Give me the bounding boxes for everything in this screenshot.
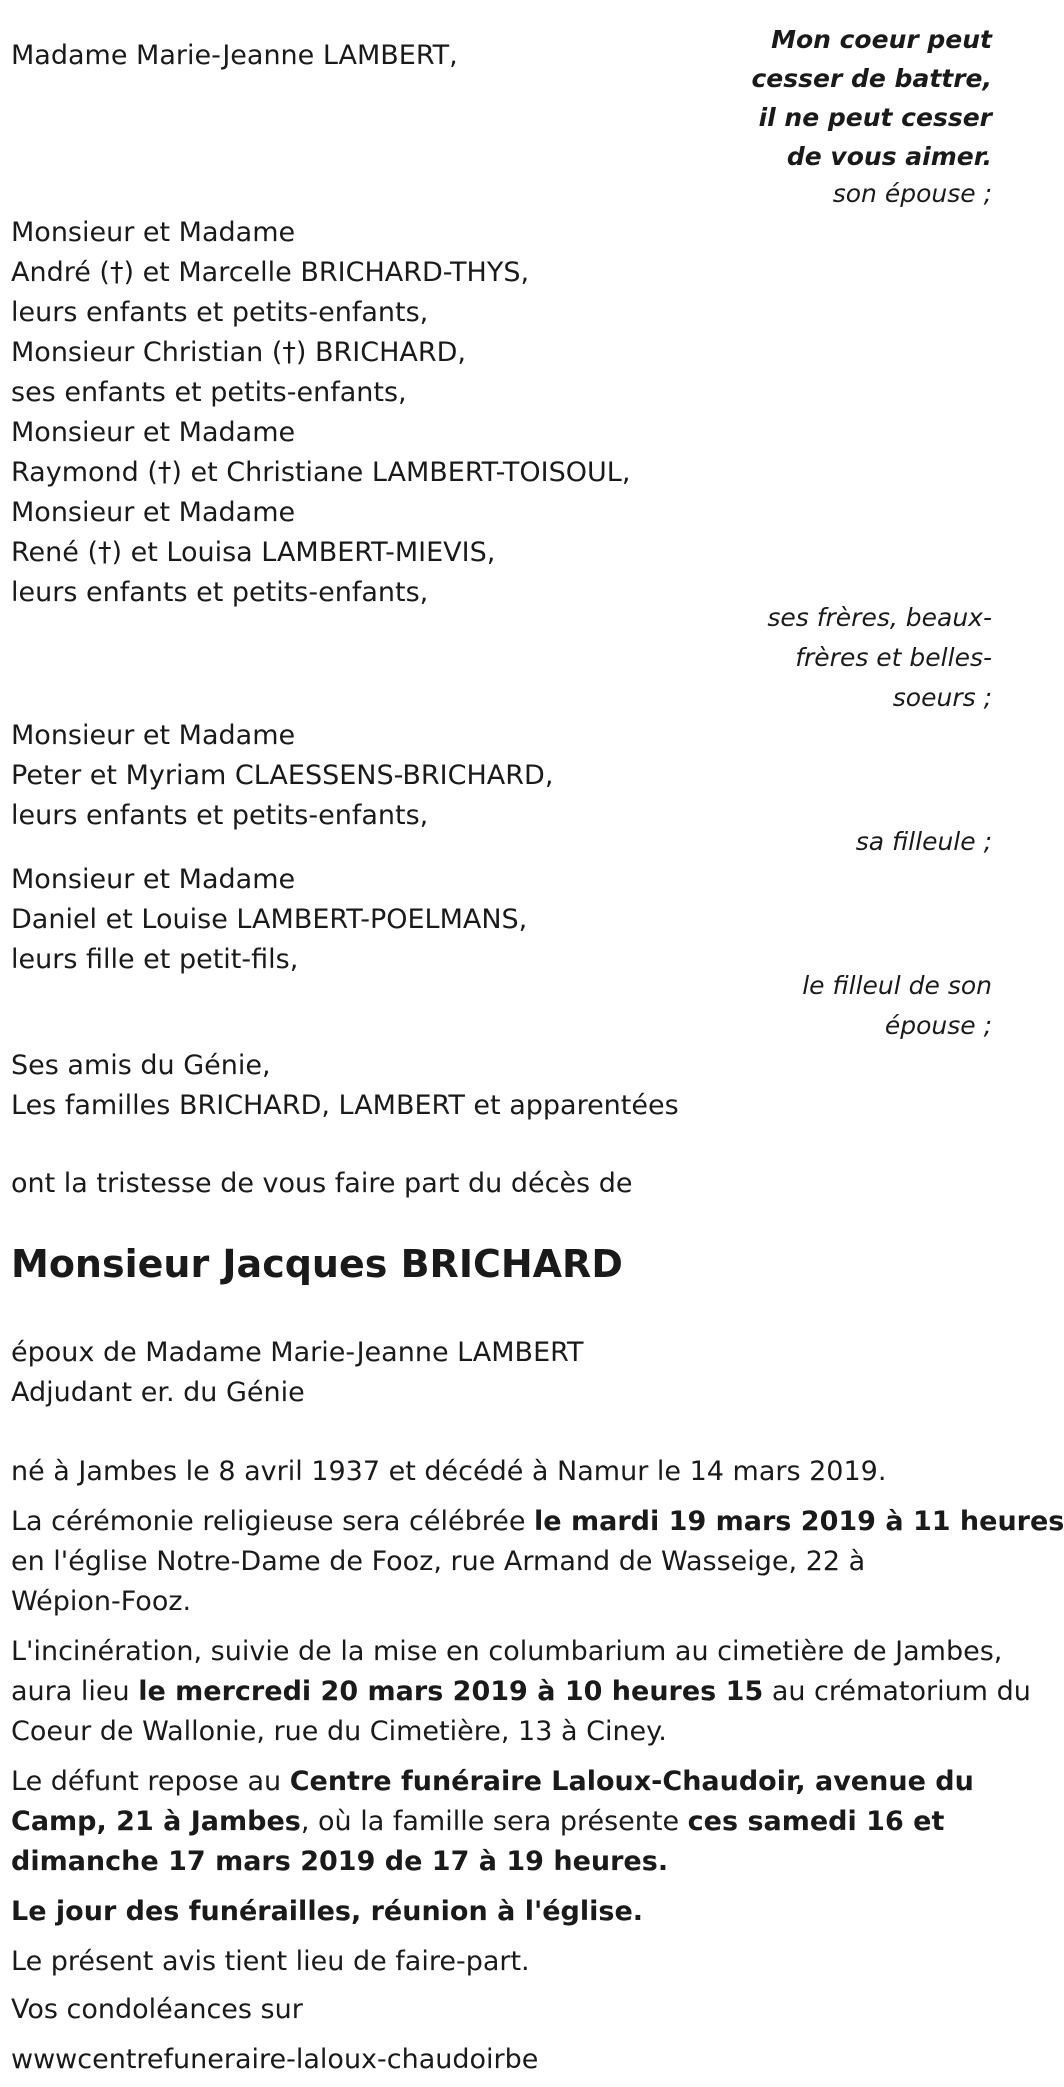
spouse-line: Madame Marie-Jeanne LAMBERT, [11, 40, 458, 71]
funeral-note [11, 1892, 643, 1932]
godson-line-2: Daniel et Louise LAMBERT-POELMANS, [11, 904, 528, 935]
notice-note: Le présent avis tient lieu de faire-part. [11, 1946, 530, 1977]
funeral-note-text: Le jour des funérailles, réunion à l'église. [11, 1896, 644, 1927]
visitation-dates-1: ces samedi 16 et [687, 1806, 945, 1837]
relation-siblings-3: soeurs ; [892, 683, 992, 712]
relation-spouse: son épouse ; [832, 179, 992, 208]
visitation-line-2 [11, 1802, 944, 1842]
cremation-line-2 [11, 1672, 1031, 1712]
cremation-post: au crématorium du [763, 1676, 1031, 1707]
others-line-1: Ses amis du Génie, [11, 1050, 271, 1081]
godson-line-1: Monsieur et Madame [11, 864, 296, 895]
ceremony-date: le mardi 19 mars 2019 à 11 heures [534, 1506, 1064, 1537]
visitation-line-1 [11, 1762, 974, 1802]
sibling-line-8: Monsieur et Madame [11, 497, 296, 528]
sibling-line-4: Monsieur Christian (†) BRICHARD, [11, 337, 467, 368]
relation-goddaughter: sa filleule ; [855, 827, 992, 856]
goddaughter-line-2: Peter et Myriam CLAESSENS-BRICHARD, [11, 760, 554, 791]
sibling-line-7: Raymond (†) et Christiane LAMBERT-TOISOUL, [11, 457, 631, 488]
sibling-line-1: Monsieur et Madame [11, 217, 296, 248]
epigraph-line-4: de vous aimer. [786, 142, 992, 171]
godson-line-3: leurs fille et petit-fils, [11, 944, 299, 975]
goddaughter-line-1: Monsieur et Madame [11, 720, 296, 751]
cremation-line-3: Coeur de Wallonie, rue du Cimetière, 13 à Ciney. [11, 1716, 667, 1747]
epigraph-line-1: Mon coeur peut [771, 25, 992, 54]
relation-siblings-2: frères et belles- [795, 643, 992, 672]
relation-godson-2: épouse ; [884, 1011, 992, 1040]
ceremony-line-2: en l'église Notre-Dame de Fooz, rue Armand de Wasseige, 22 à [11, 1546, 866, 1577]
sibling-line-2: André (†) et Marcelle BRICHARD-THYS, [11, 257, 530, 288]
deceased-name: Monsieur Jacques BRICHARD [11, 1242, 623, 1286]
birth-death: né à Jambes le 8 avril 1937 et décédé à Namur le 14 mars 2019. [11, 1456, 887, 1487]
sibling-line-5: ses enfants et petits-enfants, [11, 377, 407, 408]
visitation-place-1: Centre funéraire Laloux-Chaudoir, avenue du [289, 1766, 974, 1797]
ceremony-line-1 [11, 1502, 1064, 1542]
sibling-line-6: Monsieur et Madame [11, 417, 296, 448]
visitation-pre: Le défunt repose au [11, 1766, 290, 1797]
relation-godson-1: le filleul de son [802, 971, 992, 1000]
sibling-line-10: leurs enfants et petits-enfants, [11, 577, 429, 608]
sibling-line-3: leurs enfants et petits-enfants, [11, 297, 429, 328]
epigraph-line-2: cesser de battre, [751, 64, 992, 93]
visitation-dates-2: dimanche 17 mars 2019 de 17 à 19 heures. [11, 1846, 669, 1877]
relation-siblings-1: ses frères, beaux- [767, 603, 992, 632]
website: wwwcentrefuneraire-laloux-chaudoirbe [11, 2044, 539, 2075]
visitation-line-3 [11, 1842, 668, 1882]
ceremony-intro: La cérémonie religieuse sera célébrée [11, 1506, 535, 1537]
sibling-line-9: René (†) et Louisa LAMBERT-MIEVIS, [11, 537, 496, 568]
announcement: ont la tristesse de vous faire part du décès de [11, 1168, 633, 1199]
deceased-detail-1: époux de Madame Marie-Jeanne LAMBERT [11, 1337, 584, 1368]
goddaughter-line-3: leurs enfants et petits-enfants, [11, 800, 429, 831]
epigraph-line-3: il ne peut cesser [758, 103, 992, 132]
cremation-date: le mercredi 20 mars 2019 à 10 heures 15 [138, 1676, 764, 1707]
deceased-detail-2: Adjudant er. du Génie [11, 1377, 305, 1408]
cremation-line-1: L'incinération, suivie de la mise en columbarium au cimetière de Jambes, [11, 1636, 1003, 1667]
ceremony-line-3: Wépion-Fooz. [11, 1586, 192, 1617]
cremation-pre: aura lieu [11, 1676, 139, 1707]
others-line-2: Les familles BRICHARD, LAMBERT et apparentées [11, 1090, 679, 1121]
visitation-mid: , où la famille sera présente [300, 1806, 688, 1837]
visitation-place-2: Camp, 21 à Jambes [11, 1806, 301, 1837]
condolences: Vos condoléances sur [11, 1994, 303, 2025]
